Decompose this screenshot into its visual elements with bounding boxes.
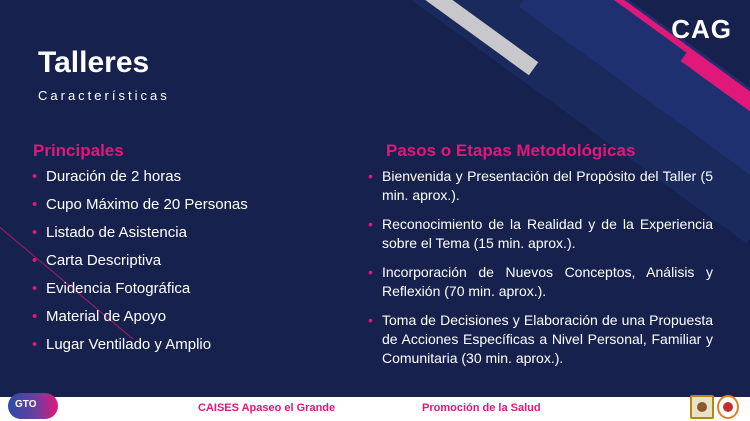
list-item: • Evidencia Fotográfica (32, 279, 352, 307)
cag-logo: CAG (671, 14, 732, 44)
pasos-heading: Pasos o Etapas Metodológicas (386, 141, 636, 160)
list-item: • Reconocimiento de la Realidad y de la Experiencia sobre el Tema (15 min. aprox.). (368, 215, 713, 253)
list-item: • Bienvenida y Presentación del Propósito del Taller (5 min. aprox.). (368, 167, 713, 205)
list-item: • Cupo Máximo de 20 Personas (32, 195, 352, 223)
slide-title: Talleres (38, 46, 150, 79)
footer-promocion-text: Promoción de la Salud (422, 402, 541, 414)
principales-list (32, 167, 352, 363)
list-item: • Incorporación de Nuevos Conceptos, Análisis y Reflexión (70 min. aprox.). (368, 263, 713, 301)
footer-caises-text: CAISES Apaseo el Grande (198, 402, 336, 414)
gto-logo (8, 393, 58, 419)
promotion-seal-icon (717, 395, 739, 419)
principales-heading: Principales (33, 141, 124, 160)
list-item: • Duración de 2 horas (32, 167, 352, 195)
pasos-list (368, 167, 713, 378)
municipal-seal-icon (690, 395, 714, 419)
footer-bar (0, 397, 750, 421)
list-item: • Carta Descriptiva (32, 251, 352, 279)
list-item: • Listado de Asistencia (32, 223, 352, 251)
list-item: • Lugar Ventilado y Amplio (32, 335, 352, 363)
list-item: • Toma de Decisiones y Elaboración de una Propuesta de Acciones Específicas a Nivel Personal, Familiar y Comunitaria (30 min. aprox.). (368, 311, 713, 368)
list-item: • Material de Apoyo (32, 307, 352, 335)
gto-logo-text: GTO (15, 399, 37, 410)
slide-subtitle: Características (38, 88, 170, 103)
